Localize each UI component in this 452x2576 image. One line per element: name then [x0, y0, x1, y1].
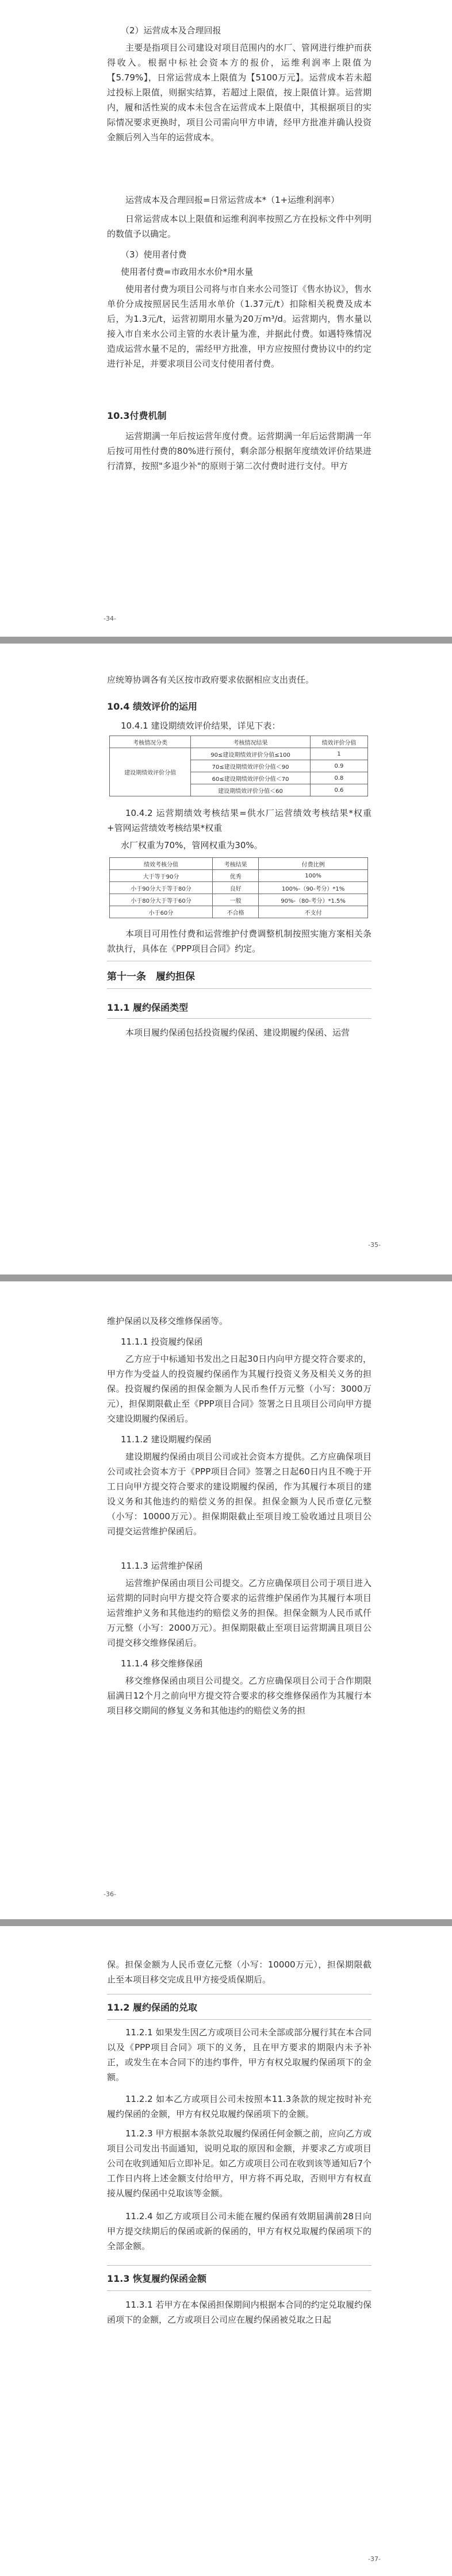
table-cell: 小于60分: [110, 906, 213, 918]
document-page-35: [0, 644, 452, 1274]
body-paragraph: 应统筹协调各有关区按市政府要求依据相应支出责任。: [107, 675, 315, 685]
table-cell: 1: [310, 748, 367, 760]
table-header: 付费比例: [259, 858, 368, 870]
body-paragraph: 11.2.1 如果发生因乙方或项目公司未全部或部分履行其在本合同以及《PPP项目合同》项下的义务，且在甲方要求的期限内未予补正，或发生在本合同下的违约事件，甲方有权兑取履约保函项下的金额。: [107, 2027, 371, 2082]
body-paragraph: 本项目履约保函包括投资履约保函、建设期履约保函、运营: [125, 1027, 350, 1038]
table-header: 绩效考核分值: [110, 858, 213, 870]
body-paragraph: 本项目可用性付费和运营维护付费调整机制按照实施方案相关条款执行，具体在《PPP项目合同》约定。: [107, 929, 371, 954]
table-cell: 不合格: [213, 906, 259, 918]
table-cell: 0.9: [310, 760, 367, 772]
divider: [107, 2019, 371, 2020]
table-cell: 90≤建设期绩效评价分值≤100: [191, 748, 311, 760]
document-page-37: [0, 1926, 452, 2576]
table-header: 考核情况分类: [110, 736, 191, 748]
subsection-heading: 11.1.3 运营维护保函: [121, 1561, 203, 1571]
table-header: 考核结果: [213, 858, 259, 870]
table-cell: 0.8: [310, 772, 367, 784]
body-paragraph: 11.2.4 如乙方或项目公司未能在履约保函有效期届满前28日向甲方提交续期后的保函或新的保函的，甲方有权兑取履约保函项下的全部金额。: [107, 2211, 371, 2251]
divider: [107, 988, 371, 989]
subsection-heading: 11.1.1 投资履约保函: [121, 1337, 203, 1347]
page-number: -34-: [104, 615, 116, 622]
subsection-heading: 11.1.2 建设期履约保函: [121, 1434, 212, 1445]
subsection-heading: 11.1.4 移交维修保函: [121, 1658, 203, 1669]
table-header: 考核情况结果: [191, 736, 311, 748]
document-page-34: [0, 0, 452, 637]
body-paragraph: 11.2.3 甲方根据本条款兑取履约保函任何金额之前，应向乙方或项目公司发出书面通知，说明兑取的原因和金额，并要求乙方或项目公司在收到通知后立即补足。如乙方或项目公司在收到该等通知后7个工作日内将上述金额支付给甲方，甲方将不再兑取，否则甲方有权直接从履约保函中兑取该等金额。: [107, 2128, 371, 2198]
divider: [107, 2265, 371, 2266]
section-heading: 11.1 履约保函类型: [107, 1002, 189, 1013]
table-cell: 良好: [213, 882, 259, 894]
page-number: -36-: [104, 1890, 116, 1898]
table-cell: 小于80分大于等于60分: [110, 894, 213, 906]
table-header: 绩效评价分值: [310, 736, 367, 748]
operation-payment-table: [109, 857, 368, 918]
table-cell: 90%-（80-考分）*1.5%: [259, 894, 368, 906]
body-paragraph: 运营期满一年后按运营年度付费。运营期满一年后运营期满一年后按可用性付费的80%进行预付，剩余部分根据年度绩效评价结果进行清算，按照"多退少补"的原则于第二次付费时进行支付。甲方: [107, 431, 371, 471]
table-cell: 0.6: [310, 784, 367, 796]
body-paragraph: （2）运营成本及合理回报: [121, 25, 221, 36]
page-number: -37-: [368, 2555, 381, 2563]
body-paragraph: 11.3.1 若甲方在本保函担保期间内根据本合同的约定兑取履约保函项下的金额，乙方或项目公司应在履约保函被兑取之日起: [107, 2300, 371, 2325]
section-heading: 10.3付费机制: [107, 410, 167, 421]
body-paragraph: 10.4.2 运营期绩效考核结果=供水厂运营绩效考核结果*权重+管网运营绩效考核结果*权重: [107, 808, 371, 833]
section-heading: 11.2 履约保函的兑取: [107, 2002, 198, 2013]
table-cell: 大于等于90分: [110, 870, 213, 882]
table-cell: 70≤建设期绩效评价分值＜90: [191, 760, 311, 772]
table-cell: 优秀: [213, 870, 259, 882]
body-paragraph: 主要是指项目公司建设对项目范围内的水厂、管网进行维护而获得收入。根据中标社会资本方的报价，运维利润率上限值为【5.79%】，日常运营成本上限值为【5100万元】。运营成本若未超过投标上限值，则据实结算，若超过上限值，按上限值计算。运营期内，履和活性炭的成本未包含在运营成本上限值中，其根据项目的实际情况要求更换时，项目公司需向甲方申请，经甲方批准并确认投资金额后列入当年的运营成本。: [107, 43, 371, 143]
page-number: -35-: [368, 1241, 381, 1249]
formula-paragraph: 使用者付费=市政用水水价*用水量: [121, 267, 254, 277]
body-paragraph: 使用者付费为项目公司将与市自来水公司签订《售水协议》，售水单价分成按照居民生活用水单价（1.37元/t）扣除相关税费及成本后，为1.3元/t，运营初期用水量为20万m³/d。运营期内，售水量以接入市自来水公司主管的水表计量为准，并据此付费。如遇特殊情况造成运营水量不足的，需经甲方批准，甲方应按照付费协议中的约定进行补足，并要求项目公司支付使用者付费。: [107, 284, 371, 369]
table-cell: 100%-（90-考分）*1%: [259, 882, 368, 894]
body-paragraph: 建设期履约保函由项目公司或社会资本方提供。乙方应确保项目公司或社会资本方于《PPP项目合同》签署之日起60日内且不晚于开工日向甲方提交符合要求的建设期履约保函，作为其履行本项目的建设义务和其他违约的赔偿义务的担保。担保金额为人民币壹亿元整（小写：10000万元）。担保期限截止至项目竣工验收通过且项目公司提交运营维护保函后。: [107, 1451, 371, 1537]
section-heading: 10.4 绩效评价的运用: [107, 701, 198, 712]
divider: [107, 1018, 371, 1019]
table-cell: 建设期绩效评价分值: [110, 748, 191, 796]
formula-paragraph: 运营成本及合理回报=日常运营成本*（1+运维利润率）: [125, 195, 340, 205]
divider: [107, 2290, 371, 2291]
table-cell: 100%: [259, 870, 368, 882]
construction-evaluation-table: [109, 736, 368, 796]
table-cell: 60≤建设期绩效评价分值＜70: [191, 772, 311, 784]
section-heading: 11.3 恢复履约保函金额: [107, 2273, 207, 2284]
table-cell: 不支付: [259, 906, 368, 918]
article-heading: 第十一条 履约担保: [107, 971, 195, 983]
document-page-36: [0, 1281, 452, 1919]
body-paragraph: 水厂权重为70%，管网权重为30%。: [121, 840, 263, 850]
body-paragraph: 运营维护保函由项目公司提交。乙方应确保项目公司于项目进入运营期的同时向甲方提交符合要求的运营维护保函作为其履行本项目运营维护义务和其他违约的赔偿义务的担保。担保金额为人民币贰仟万元整（小写：2000万元）。担保期限截止至项目运营期满且项目公司提交移交维修保函后。: [107, 1578, 371, 1648]
body-paragraph: 移交维修保函由项目公司提交。乙方应确保项目公司于合作期限届满日12个月之前向甲方提交符合要求的移交维修保函作为其履行本项目移交期间的修复义务和其他违约的赔偿义务的担: [107, 1676, 371, 1716]
body-paragraph: 乙方应于中标通知书发出之日起30日内向甲方提交符合要求的，甲方作为受益人的投资履约保函作为其履行投资义务及相关义务的担保。投资履约保函的担保金额为人民币叁仟万元整（小写：3000万元），担保期限截止至《PPP项目合同》签署之日且项目公司向甲方提交建设期履约保函后。: [107, 1354, 371, 1424]
body-paragraph: 日常运营成本以上限值和运维利润率按照乙方在投标文件中列明的数值予以确定。: [107, 214, 371, 239]
body-paragraph: 11.2.2 如本乙方或项目公司未按照本11.3条款的规定按时补充履约保函的金额，甲方有权兑取履约保函项下的金额。: [107, 2094, 371, 2119]
table-cell: 建设期绩效评价分值＜60: [191, 784, 311, 796]
table-cell: 一般: [213, 894, 259, 906]
table-caption: 10.4.1 建设期绩效评价结果，详见下表：: [121, 721, 281, 731]
body-paragraph: 维护保函以及移交维修保函等。: [107, 1316, 228, 1326]
table-cell: 小于90分大于等于80分: [110, 882, 213, 894]
body-paragraph: （3）使用者付费: [121, 249, 187, 260]
body-paragraph: 保。担保金额为人民币壹亿元整（小写：10000万元），担保期限截止至本项目移交完成且甲方接受质保期后。: [107, 1959, 371, 1985]
